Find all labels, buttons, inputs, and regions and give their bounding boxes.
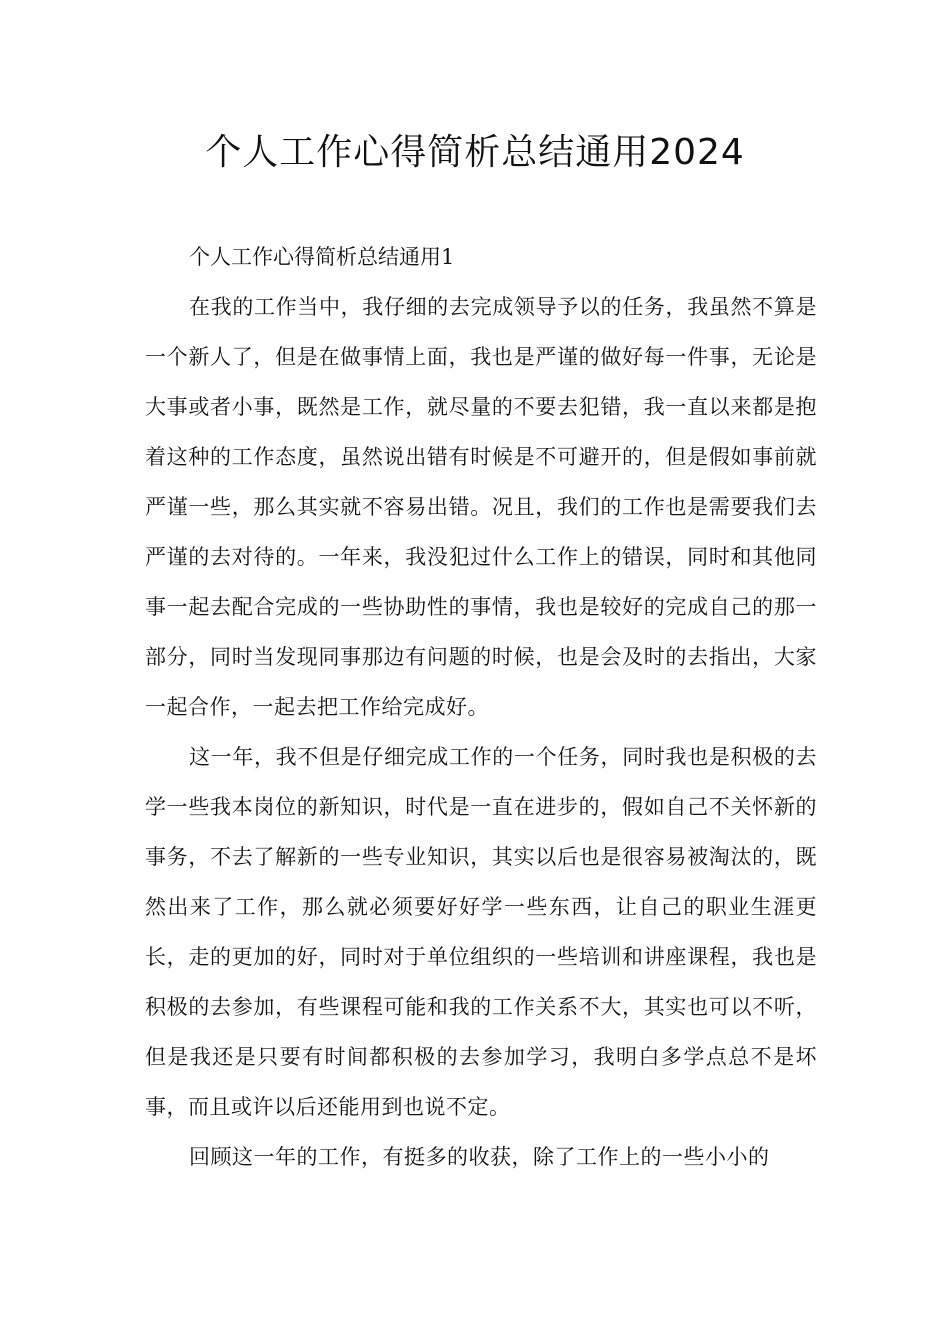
paragraph-3: 回顾这一年的工作，有挺多的收获，除了工作上的一些小小的 bbox=[189, 1145, 770, 1169]
paragraph-2: 这一年，我不但是仔细完成工作的一个任务，同时我也是积极的去学一些我本岗位的新知识，时代是一直在进步的，假如自己不关怀新的事务，不去了解新的一些专业知识，其实以后也是很容易被淘汰的，既然出来了工作，那么就必须要好好学一些东西，让自己的职业生涯更长，走的更加的好，同时对于单位组织的一些培训和讲座课程，我也是积极的去参加，有些课程可能和我的工作关系不大，其实也可以不听，但是我还是只要有时间都积极的去参加学习，我明白多学点总不是坏事，而且或许以后还能用到也说不定。 bbox=[145, 745, 817, 1119]
document-body bbox=[145, 232, 817, 1182]
paragraph-1: 在我的工作当中，我仔细的去完成领导予以的任务，我虽然不算是一个新人了，但是在做事情上面，我也是严谨的做好每一件事，无论是大事或者小事，既然是工作，就尽量的不要去犯错，我一直以来都是抱着这种的工作态度，虽然说出错有时候是不可避开的，但是假如事前就严谨一些，那么其实就不容易出错。况且，我们的工作也是需要我们去严谨的去对待的。一年来，我没犯过什么工作上的错误，同时和其他同事一起去配合完成的一些协助性的事情，我也是较好的完成自己的那一部分，同时当发现同事那边有问题的时候，也是会及时的去指出，大家一起合作，一起去把工作给完成好。 bbox=[145, 295, 817, 719]
section-heading: 个人工作心得简析总结通用1 bbox=[189, 245, 455, 269]
document-title: 个人工作心得简析总结通用2024 bbox=[205, 132, 745, 173]
